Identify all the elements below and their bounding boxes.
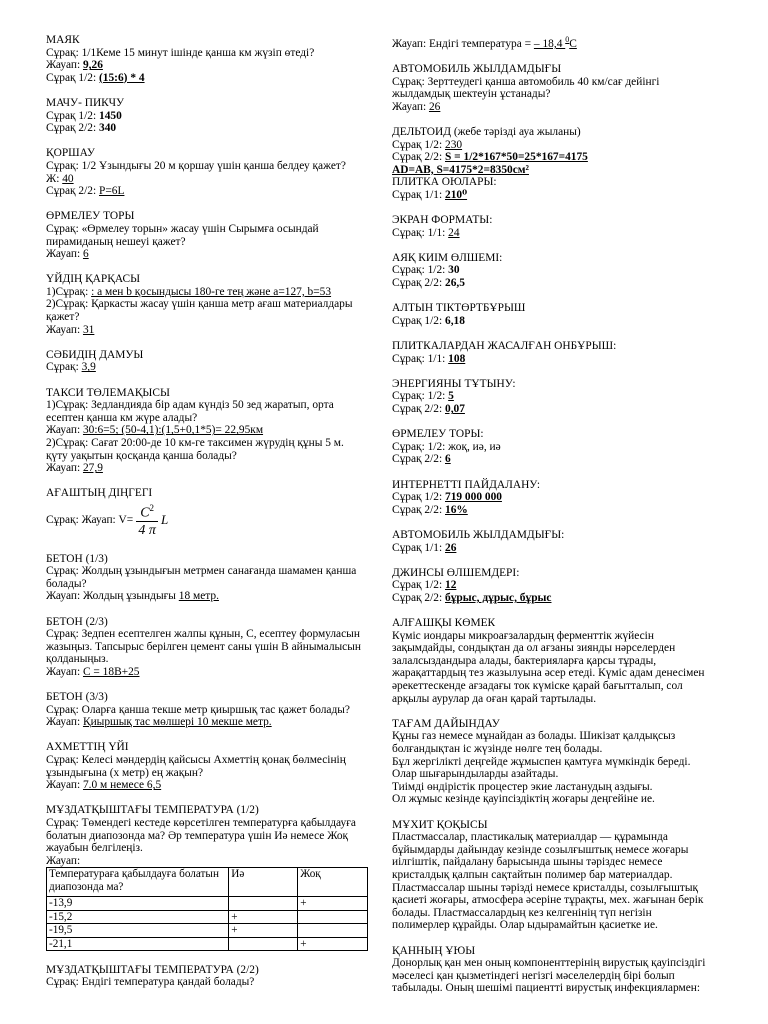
text-line: Сұрақ 2/2: 6 xyxy=(392,453,451,466)
section-left-1 xyxy=(46,97,371,135)
left-column xyxy=(46,34,371,1001)
answer-value: 0,07 xyxy=(445,403,465,416)
section-right-10 xyxy=(392,529,727,554)
temperature-answer: Жауап: Ендігі температура = – 18,4 $^0$С xyxy=(392,35,577,50)
text-line: 1)Сұрақ: Зедландияда бір адам күндіз 50 зед жаратып, орта xyxy=(46,399,334,412)
text-line: Сұрақ: Келесі мәндердің қайсысы Ахметтің қонақ бөлмесінің xyxy=(46,754,346,767)
table-header-row xyxy=(47,868,368,897)
text-line: Сұрақ: Зедпен есептелген жалпы құнын, С, есептеу формуласын xyxy=(46,628,360,641)
section-title: АЛҒАШҚЫ КӨМЕК xyxy=(392,617,496,630)
section-title: БЕТОН (1/3) xyxy=(46,552,108,565)
text-line: Ж: 40 xyxy=(46,172,74,185)
section-left2-1 xyxy=(46,616,371,679)
answer-value: C = 18B+25 xyxy=(82,665,140,678)
section-title: ТАҒАМ ДАЙЫНДАУ xyxy=(392,717,500,730)
text-line: Пластмассалар, пластикалық материалдар — құрамында xyxy=(392,831,668,844)
text-line: Сұрақ 2/2: бұрыс, дұрыс, бұрыс xyxy=(392,591,552,604)
table-row xyxy=(47,897,368,910)
answer-value: Қиыршық тас мөлшері 10 мекше метр. xyxy=(82,716,272,729)
formula-fraction xyxy=(136,500,158,541)
answer-value: AD=AB, S=4175*2=8350см² xyxy=(392,163,529,176)
section-right-12 xyxy=(392,617,727,705)
section-title: ҮЙДІҢ ҚАРҚАСЫ xyxy=(46,273,141,286)
section-right-9 xyxy=(392,479,727,517)
section-right-6 xyxy=(392,340,727,365)
text-line: Жауап: C = 18B+25 xyxy=(46,665,140,678)
text-line: Сұрақ 2/2: 0,07 xyxy=(392,403,465,416)
text-line: полимерлер құрайды. Олар ыдырамайтын қасиетке ие. xyxy=(392,919,658,932)
answer-value: 6 xyxy=(445,453,451,466)
text-line: Сұрақ 1/2: (15:6) * 4 xyxy=(46,71,145,84)
text-line: Тиімді өндірістік процестер экие ластанудың аздығы. xyxy=(392,780,653,793)
table-cell xyxy=(229,937,298,950)
text-line: Құны газ немесе мұнайдан аз болады. Шикізат қалдықсыз xyxy=(392,730,676,743)
section-left-3 xyxy=(46,210,371,260)
answer-value: 6,18 xyxy=(445,314,465,327)
answer-value: 12 xyxy=(445,579,457,592)
section-title: АЛТЫН ТІКТӨРТБҰРЫШ xyxy=(392,302,526,315)
table-row xyxy=(47,937,368,950)
section-left-2 xyxy=(46,147,371,197)
answer-value: 3,9 xyxy=(81,361,96,374)
text-line: Сұрақ: 1/2: жоқ, иә, иә xyxy=(392,440,501,453)
text-line: болады. Пластмассалардың кез келгенінің түп негізін xyxy=(392,906,652,919)
section-right-1 xyxy=(392,126,727,176)
left-sections-top xyxy=(46,34,371,475)
text-line: Сұрақ: 1/1Кеме 15 минут ішінде қанша км жүзіп өтеді? xyxy=(46,46,315,59)
text-line: Сұрақ 1/2: 719 000 000 xyxy=(392,491,502,504)
section-title: МАЯК xyxy=(46,34,80,46)
section-right-11 xyxy=(392,567,727,605)
section-title: МҰЗДАТҚЫШТАҒЫ ТЕМПЕРАТУРА (1/2) xyxy=(46,804,259,817)
table-header: Жоқ xyxy=(298,868,368,897)
section-agash xyxy=(46,487,371,540)
text-line: Сұрақ: 1/2: 5 xyxy=(392,390,454,403)
section-left-0 xyxy=(46,34,371,84)
text-line: болғандықтан іс жүзінде нөлге тең болады. xyxy=(392,743,603,756)
text-line: Сұрақ 1/1: 210⁰ xyxy=(392,188,468,201)
section-left2-3 xyxy=(46,741,371,791)
table-cell xyxy=(298,924,368,937)
section-title: СӘБИДІҢ ДАМУЫ xyxy=(46,348,144,361)
table-cell: + xyxy=(298,897,368,910)
text-line: Сұрақ: 1/1: 108 xyxy=(392,352,466,365)
text-line: кристалдық қалпын сақтайтын полимер бар материалдар. xyxy=(392,868,673,881)
answer-value: 40 xyxy=(62,172,74,185)
text-line: залалсыздандыра алады, бактерияларға қарсы тұрады, xyxy=(392,654,657,667)
section-title: БЕТОН (3/3) xyxy=(46,691,108,704)
left-sections-bottom xyxy=(46,553,371,792)
section-left2-0 xyxy=(46,553,371,603)
section-title: ДЕЛЬТОИД (жебе тәрізді ауа жыланы) xyxy=(392,125,581,138)
text-line: есептен қанша км жүре алады? xyxy=(46,411,198,424)
formula-tail: L xyxy=(161,511,169,527)
answer-value: 26 xyxy=(428,100,441,113)
section-left-5 xyxy=(46,349,371,374)
text-line: 2)Сұрақ: Қаркасты жасау үшін қанша метр ағаш материалдары xyxy=(46,298,353,311)
text-line: пирамиданың нешеуі қажет? xyxy=(46,235,186,248)
formula-numerator: $C^2$ xyxy=(136,500,158,523)
answer-value: 27,9 xyxy=(82,462,103,475)
text-line xyxy=(392,164,727,177)
text-line: иілгіштік, пайдалану барысында шыны тәрiздес немесе xyxy=(392,856,663,869)
section-title: ПЛИТКАЛАРДАН ЖАСАЛҒАН ОНБҰРЫШ: xyxy=(392,340,617,353)
text-line: Сұрақ 1/2: 6,18 xyxy=(392,314,465,327)
table-cell: + xyxy=(298,937,368,950)
text-line: Сұрақ: Ендігі температура қандай болады? xyxy=(46,976,255,989)
section-title: БЕТОН (2/3) xyxy=(46,615,108,628)
text-line: Сұрақ: Оларға қанша текше метр қиыршық тас қажет болады? xyxy=(46,703,350,716)
text-line: Сұрақ: 1/2 Ұзындығы 20 м қоршау үшін қанша белдеу қажет? xyxy=(46,159,346,172)
text-line: 2)Сұрақ: Сағат 20:00-де 10 км-ге таксимен жүрудің құны 5 м. xyxy=(46,437,344,449)
section-title: ИНТЕРНЕТТІ ПАЙДАЛАНУ: xyxy=(392,478,541,491)
table-cell xyxy=(229,897,298,910)
text-line: ұзындығына (х метр) ең жақын? xyxy=(46,766,204,779)
right-sections xyxy=(392,63,727,995)
text-line: Сұрақ: Төмендегі кестеде көрсетілген температурға қабылдауға xyxy=(46,817,356,830)
section-right-4 xyxy=(392,252,727,290)
section-right-7 xyxy=(392,378,727,416)
text-line: Жауап: xyxy=(46,854,81,867)
section-title: АВТОМОБИЛЬ ЖЫЛДАМДЫҒЫ: xyxy=(392,528,565,541)
answer-value: 16% xyxy=(445,503,468,516)
answer-value: 6 xyxy=(82,248,89,261)
text-line: Сұрақ: «Өрмелеу торын» жасау үшін Сырымға осындай xyxy=(46,222,319,235)
section-title: ПЛИТКА ОЮЛАРЫ: xyxy=(392,176,497,189)
answer-value: 30:6=5; (50-4,1):(1,5+0,1*5)= 22,95км xyxy=(82,424,264,437)
temperature-table xyxy=(46,867,368,951)
section-title: АВТОМОБИЛЬ ЖЫЛДАМДЫҒЫ xyxy=(392,62,562,75)
section-muz1 xyxy=(46,804,371,951)
section-right-3 xyxy=(392,214,727,239)
answer-value: бұрыс, дұрыс, бұрыс xyxy=(445,591,552,604)
section-left-6 xyxy=(46,387,371,475)
section-left-4 xyxy=(46,273,371,336)
text-line: Жауап: 26 xyxy=(392,100,441,113)
text-line: Ол жұмыс кезінде қауіпсіздіктің жоғары деңгейіне ие. xyxy=(392,793,655,806)
text-line: қажет? xyxy=(46,311,80,324)
answer-value: 7.0 м немесе 6,5 xyxy=(82,779,162,792)
text-line: Жауап: 27,9 xyxy=(46,462,103,475)
text-line: Сұрақ 2/2: 340 xyxy=(46,122,117,135)
section-right-5 xyxy=(392,302,727,327)
answer-value: 5 xyxy=(448,390,454,403)
text-line: Күміс иондары микроағзалардың ферменттік жүйесін xyxy=(392,629,654,642)
section-title: АҒАШТЫҢ ДІҢГЕГІ xyxy=(46,487,153,500)
text-line: Олар шығарындыларды азайтады. xyxy=(392,768,559,781)
text-line: Сұрақ 2/2: 26,5 xyxy=(392,277,465,290)
text-line: Жауап: 9,26 xyxy=(46,59,103,72)
text-line: бұйымдарды дайындау кезінде созылғыштық немесе жоғары xyxy=(392,843,689,856)
table-cell: + xyxy=(229,924,298,937)
volume-formula xyxy=(46,500,371,540)
section-title: ЭНЕРГИЯНЫ ТҰТЫНУ: xyxy=(392,377,516,390)
table-cell: -21,1 xyxy=(47,937,229,950)
text-line: Сұрақ: Жолдың ұзындығын метрмен санағанда шамамен қанша xyxy=(46,565,357,578)
table-row xyxy=(47,924,368,937)
formula-denominator: 4 π xyxy=(138,523,156,539)
section-title: АХМЕТТІҢ ҮЙІ xyxy=(46,741,129,754)
section-title: ЭКРАН ФОРМАТЫ: xyxy=(392,214,493,227)
text-line: Сұрақ: 1/1: 24 xyxy=(392,226,460,239)
text-line: арқылы аурулар да оған қарай тартылады. xyxy=(392,692,597,705)
section-title: ҚАННЫҢ ҰЮЫ xyxy=(392,944,476,957)
section-title: ТАКСИ ТӨЛЕМАҚЫСЫ xyxy=(46,386,170,399)
section-right-0 xyxy=(392,63,727,113)
answer-value: 230 xyxy=(445,138,463,151)
table-row xyxy=(47,910,368,923)
text-line: қолданыңыз. xyxy=(46,653,109,666)
answer-value: 340 xyxy=(99,122,117,135)
answer-value: 26 xyxy=(445,541,457,554)
text-line: әрекеттескенде ағзадағы ток күмiске қарай бағытталып, сол xyxy=(392,680,683,693)
text-line: Сұрақ: 1/2: 30 xyxy=(392,264,460,277)
section-title: ҚОРШАУ xyxy=(46,147,95,160)
text-line: жылдамдық шектеуін ұстанады? xyxy=(392,88,551,101)
answer-value: S = 1/2*167*50=25*167=4175 xyxy=(445,151,588,164)
table-cell: + xyxy=(229,910,298,923)
answer-value: 719 000 000 xyxy=(445,491,502,504)
section-title: МАЧУ- ПИКЧУ xyxy=(46,96,125,109)
section-right-2 xyxy=(392,176,727,201)
answer-value: 26,5 xyxy=(445,277,465,290)
text-line: Жауап: 6 xyxy=(46,248,89,261)
formula-label: Сұрақ: Жауап: V= xyxy=(46,513,134,526)
text-line: Жауап: Жолдың ұзындығы 18 метр. xyxy=(46,590,219,603)
text-line: Бұл жергілікті деңгейде жұмыспен қамтуға мүмкіндік береді. xyxy=(392,755,691,768)
table-cell: -13,9 xyxy=(47,897,229,910)
text-line: Сұрақ 2/2: P=6L xyxy=(46,185,125,198)
text-line: 1)Сұрақ: : a мен b қосындысы 180-ге тең және a=127, b=53 xyxy=(46,285,332,298)
text-line: Жауап: 7.0 м немесе 6,5 xyxy=(46,779,162,792)
section-right-13 xyxy=(392,718,727,806)
text-line: қасиеті жоғары, атмосфера әсеріне тұрақты, мех. жағынан берік xyxy=(392,894,704,907)
text-line: Сұрақ: 3,9 xyxy=(46,361,96,374)
answer-value: 210⁰ xyxy=(445,188,468,201)
text-line: Сұрақ: Зерттеудегі қанша автомобиль 40 км/сағ дейінгі xyxy=(392,75,660,88)
section-title: МҰЗДАТҚЫШТАҒЫ ТЕМПЕРАТУРА (2/2) xyxy=(46,963,259,976)
table-header: Иә xyxy=(229,868,298,897)
answer-value: 108 xyxy=(448,352,466,365)
section-right-14 xyxy=(392,819,727,932)
table-cell xyxy=(298,910,368,923)
answer-value: 9,26 xyxy=(82,59,103,72)
text-line: зақымдайды, сондықтан да ол ағзаны зиянды нәрселерден xyxy=(392,642,676,655)
section-title: МҰХИТ ҚОҚЫСЫ xyxy=(392,818,488,831)
text-line: Сұрақ 2/2: S = 1/2*167*50=25*167=4175 xyxy=(392,151,588,164)
table-header: Температураға қабылдауға болатын диапозонда ма? xyxy=(47,868,229,897)
section-muz2 xyxy=(46,964,371,989)
text-line: болатын диапозонда ма? Әр температура үшін Иә немесе Жоқ xyxy=(46,829,349,842)
text-line: мәселесі қан қызметіндегі негізгі мәселелердің бірі болып xyxy=(392,969,675,982)
text-line: Сұрақ 1/2: 1450 xyxy=(46,109,122,122)
table-cell: -19,5 xyxy=(47,924,229,937)
section-right-15 xyxy=(392,945,727,995)
text-line: табылады. Оның шешімі пациентті вирустық инфекциялармен: xyxy=(392,982,701,995)
text-line: қүту уақытын қосқанда қанша болады? xyxy=(46,449,237,462)
answer-value: 1450 xyxy=(99,109,122,122)
table-cell: -15,2 xyxy=(47,910,229,923)
right-column xyxy=(392,34,727,1008)
answer-value: P=6L xyxy=(99,185,125,198)
text-line: Сұрақ 1/2: 230 xyxy=(392,138,463,151)
answer-value: (15:6) * 4 xyxy=(99,71,145,84)
section-title: ӨРМЕЛЕУ ТОРЫ xyxy=(46,210,135,223)
text-line: жауабын белгілеңіз. xyxy=(46,842,143,855)
answer-value: 31 xyxy=(82,323,95,336)
text-line: Жауап: Қиыршық тас мөлшері 10 мекше метр. xyxy=(46,716,272,729)
text-line: Сұрақ 2/2: 16% xyxy=(392,503,468,516)
section-left2-2 xyxy=(46,691,371,729)
text-line: болады? xyxy=(46,577,87,590)
answer-value: 24 xyxy=(448,226,460,239)
text-line: Жауап: 31 xyxy=(46,323,95,336)
text-line: Сұрақ 1/1: 26 xyxy=(392,541,457,554)
text-line: жарақаттардың тез жазылуына әсер етеді. Күміс адам денесімен xyxy=(392,667,705,680)
answer-value: : a мен b қосындысы 180-ге тең және a=127, b=53 xyxy=(91,285,332,298)
answer-value: 30 xyxy=(448,264,460,277)
text-line: Пластмассалар шыны тәрізді немесе кристалды, созылғыштық xyxy=(392,881,699,894)
text-line: Донорлық қан мен оның компоненттерінің вирустық қауіпсіздігі xyxy=(392,957,706,970)
section-right-8 xyxy=(392,428,727,466)
section-title: ӨРМЕЛЕУ ТОРЫ: xyxy=(392,428,484,441)
text-line: Сұрақ 1/2: 12 xyxy=(392,579,457,592)
text-line: Жауап: 30:6=5; (50-4,1):(1,5+0,1*5)= 22,95км xyxy=(46,424,264,437)
text-line: жазыңыз. Тапсырыс берілген цемент саны үшін В айнымалысын xyxy=(46,640,361,653)
section-title: АЯҚ КИІМ ӨЛШЕМІ: xyxy=(392,251,503,264)
answer-value: 18 метр. xyxy=(178,590,219,603)
section-title: ДЖИНСЫ ӨЛШЕМДЕРІ: xyxy=(392,566,520,579)
